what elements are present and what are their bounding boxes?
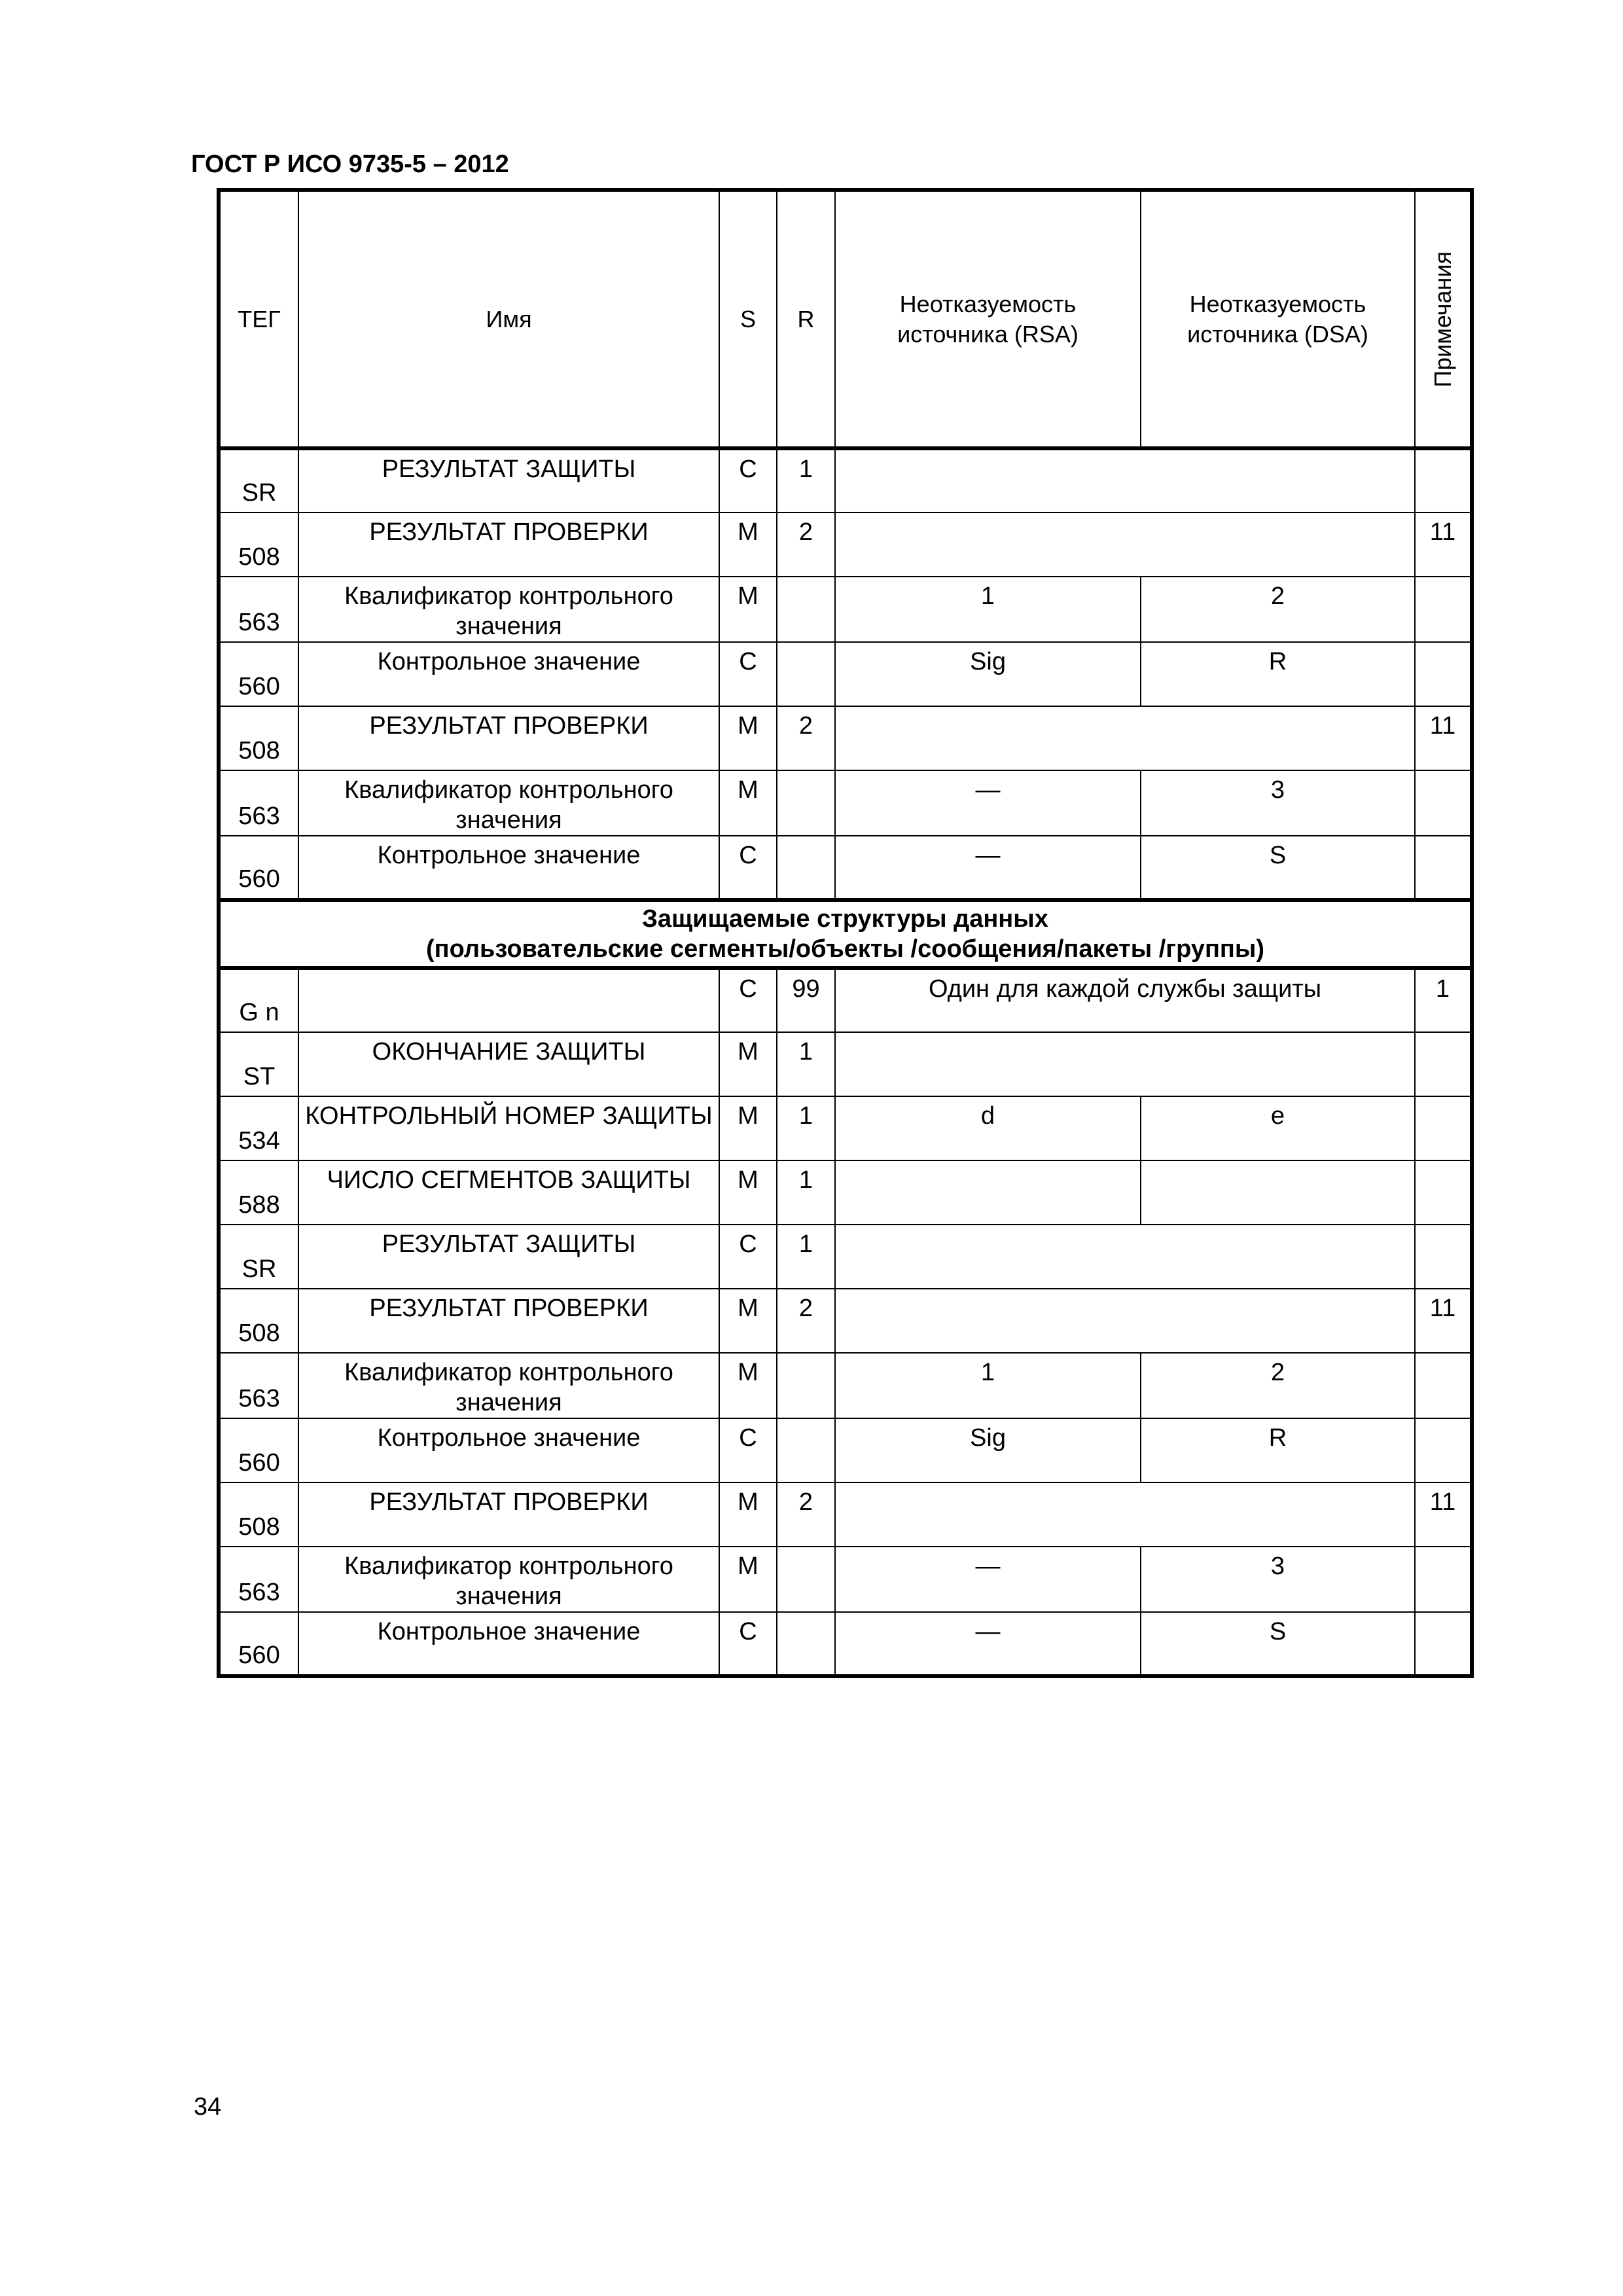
cell-dsa: R xyxy=(1141,1418,1415,1482)
cell-notes xyxy=(1415,1612,1472,1676)
cell-tag: 588 xyxy=(219,1160,298,1225)
header-dsa: Неотказуемость источника (DSA) xyxy=(1141,190,1415,448)
cell-notes xyxy=(1415,836,1472,900)
cell-notes: 1 xyxy=(1415,968,1472,1032)
table-row xyxy=(219,577,1472,642)
section-header-cell xyxy=(219,900,1472,968)
cell-merged-value: Один для каждой службы защиты xyxy=(835,968,1415,1032)
table-row xyxy=(219,448,1472,512)
table-header-row xyxy=(219,190,1472,448)
cell-tag: 508 xyxy=(219,706,298,770)
cell-merged-value xyxy=(835,448,1415,512)
cell-s: M xyxy=(719,1482,777,1547)
cell-notes: 11 xyxy=(1415,512,1472,577)
cell-s: M xyxy=(719,706,777,770)
cell-tag: 534 xyxy=(219,1096,298,1160)
section-subtitle: (пользовательские сегменты/объекты /сообщения/пакеты /группы) xyxy=(426,935,1264,963)
cell-name: Квалификатор контрольного значения xyxy=(298,1353,719,1418)
cell-notes xyxy=(1415,770,1472,836)
cell-name: Квалификатор контрольного значения xyxy=(298,577,719,642)
table-row xyxy=(219,968,1472,1032)
cell-tag: G n xyxy=(219,968,298,1032)
cell-s: M xyxy=(719,1160,777,1225)
cell-s: M xyxy=(719,770,777,836)
table-row xyxy=(219,1482,1472,1547)
cell-notes xyxy=(1415,1418,1472,1482)
cell-tag: 563 xyxy=(219,1353,298,1418)
cell-tag: 508 xyxy=(219,1482,298,1547)
document-title: ГОСТ Р ИСО 9735-5 – 2012 xyxy=(191,151,509,178)
cell-r: 99 xyxy=(777,968,835,1032)
cell-merged-value xyxy=(835,512,1415,577)
cell-notes xyxy=(1415,448,1472,512)
header-rsa: Неотказуемость источника (RSA) xyxy=(835,190,1141,448)
cell-notes xyxy=(1415,1032,1472,1096)
page-number: 34 xyxy=(194,2093,222,2121)
cell-notes: 11 xyxy=(1415,706,1472,770)
header-s: S xyxy=(719,190,777,448)
cell-rsa: 1 xyxy=(835,1353,1141,1418)
cell-r xyxy=(777,1612,835,1676)
cell-merged-value xyxy=(835,1225,1415,1289)
cell-r xyxy=(777,577,835,642)
cell-name: РЕЗУЛЬТАТ ЗАЩИТЫ xyxy=(298,1225,719,1289)
cell-name: Контрольное значение xyxy=(298,1612,719,1676)
cell-tag: 560 xyxy=(219,1418,298,1482)
header-notes-label: Примечания xyxy=(1429,251,1456,387)
cell-s: M xyxy=(719,1353,777,1418)
cell-name: Контрольное значение xyxy=(298,836,719,900)
cell-name: КОНТРОЛЬНЫЙ НОМЕР ЗАЩИТЫ xyxy=(298,1096,719,1160)
cell-tag: 560 xyxy=(219,642,298,706)
cell-s: C xyxy=(719,1612,777,1676)
cell-notes xyxy=(1415,1096,1472,1160)
table-row xyxy=(219,642,1472,706)
cell-name: ОКОНЧАНИЕ ЗАЩИТЫ xyxy=(298,1032,719,1096)
table-row xyxy=(219,1160,1472,1225)
section-title: Защищаемые структуры данных xyxy=(642,905,1048,933)
cell-dsa xyxy=(1141,1160,1415,1225)
cell-name: Контрольное значение xyxy=(298,1418,719,1482)
cell-s: C xyxy=(719,968,777,1032)
header-tag: ТЕГ xyxy=(219,190,298,448)
table-row xyxy=(219,1418,1472,1482)
cell-s: M xyxy=(719,1289,777,1353)
cell-notes xyxy=(1415,1160,1472,1225)
cell-r: 1 xyxy=(777,448,835,512)
cell-notes xyxy=(1415,1547,1472,1612)
cell-notes xyxy=(1415,642,1472,706)
cell-name: Квалификатор контрольного значения xyxy=(298,770,719,836)
cell-r: 2 xyxy=(777,512,835,577)
cell-s: C xyxy=(719,1418,777,1482)
cell-s: C xyxy=(719,448,777,512)
cell-r xyxy=(777,836,835,900)
cell-notes: 11 xyxy=(1415,1289,1472,1353)
cell-rsa: — xyxy=(835,1612,1141,1676)
cell-rsa: — xyxy=(835,836,1141,900)
cell-name: РЕЗУЛЬТАТ ПРОВЕРКИ xyxy=(298,1482,719,1547)
cell-tag: SR xyxy=(219,1225,298,1289)
cell-s: C xyxy=(719,836,777,900)
header-name: Имя xyxy=(298,190,719,448)
cell-name: РЕЗУЛЬТАТ ПРОВЕРКИ xyxy=(298,1289,719,1353)
cell-rsa: — xyxy=(835,1547,1141,1612)
cell-merged-value xyxy=(835,1482,1415,1547)
cell-dsa: 3 xyxy=(1141,770,1415,836)
table-row xyxy=(219,1353,1472,1418)
cell-notes: 11 xyxy=(1415,1482,1472,1547)
table-row xyxy=(219,1547,1472,1612)
table-row xyxy=(219,1612,1472,1676)
cell-r: 1 xyxy=(777,1160,835,1225)
cell-name: ЧИСЛО СЕГМЕНТОВ ЗАЩИТЫ xyxy=(298,1160,719,1225)
cell-dsa: 2 xyxy=(1141,1353,1415,1418)
cell-rsa: Sig xyxy=(835,1418,1141,1482)
table-row xyxy=(219,1225,1472,1289)
cell-name xyxy=(298,968,719,1032)
cell-r: 1 xyxy=(777,1096,835,1160)
cell-rsa: — xyxy=(835,770,1141,836)
cell-merged-value xyxy=(835,706,1415,770)
cell-name: Контрольное значение xyxy=(298,642,719,706)
cell-notes xyxy=(1415,1225,1472,1289)
cell-tag: 508 xyxy=(219,512,298,577)
table-row xyxy=(219,770,1472,836)
cell-s: M xyxy=(719,577,777,642)
cell-tag: SR xyxy=(219,448,298,512)
cell-r xyxy=(777,642,835,706)
cell-r: 2 xyxy=(777,706,835,770)
cell-dsa: 2 xyxy=(1141,577,1415,642)
segment-table xyxy=(217,188,1474,1678)
cell-dsa: S xyxy=(1141,1612,1415,1676)
cell-tag: 563 xyxy=(219,770,298,836)
cell-rsa xyxy=(835,1160,1141,1225)
cell-tag: 563 xyxy=(219,577,298,642)
cell-name: РЕЗУЛЬТАТ ПРОВЕРКИ xyxy=(298,706,719,770)
table-row xyxy=(219,836,1472,900)
cell-dsa: S xyxy=(1141,836,1415,900)
cell-tag: 563 xyxy=(219,1547,298,1612)
table-row xyxy=(219,706,1472,770)
cell-rsa: Sig xyxy=(835,642,1141,706)
cell-s: M xyxy=(719,512,777,577)
cell-dsa: 3 xyxy=(1141,1547,1415,1612)
header-notes xyxy=(1415,190,1472,448)
cell-name: РЕЗУЛЬТАТ ПРОВЕРКИ xyxy=(298,512,719,577)
cell-s: M xyxy=(719,1032,777,1096)
cell-tag: 508 xyxy=(219,1289,298,1353)
cell-merged-value xyxy=(835,1289,1415,1353)
cell-r: 1 xyxy=(777,1225,835,1289)
cell-r: 2 xyxy=(777,1482,835,1547)
cell-r xyxy=(777,1418,835,1482)
cell-s: M xyxy=(719,1547,777,1612)
cell-r xyxy=(777,1353,835,1418)
section-header-row xyxy=(219,900,1472,968)
cell-dsa: e xyxy=(1141,1096,1415,1160)
cell-tag: 560 xyxy=(219,1612,298,1676)
cell-r: 2 xyxy=(777,1289,835,1353)
cell-dsa: R xyxy=(1141,642,1415,706)
cell-s: C xyxy=(719,642,777,706)
table-row xyxy=(219,512,1472,577)
cell-r xyxy=(777,1547,835,1612)
cell-tag: 560 xyxy=(219,836,298,900)
table-row xyxy=(219,1032,1472,1096)
cell-tag: ST xyxy=(219,1032,298,1096)
cell-notes xyxy=(1415,577,1472,642)
cell-rsa: 1 xyxy=(835,577,1141,642)
header-r: R xyxy=(777,190,835,448)
cell-notes xyxy=(1415,1353,1472,1418)
cell-name: Квалификатор контрольного значения xyxy=(298,1547,719,1612)
cell-r: 1 xyxy=(777,1032,835,1096)
table-row xyxy=(219,1289,1472,1353)
cell-rsa: d xyxy=(835,1096,1141,1160)
cell-s: M xyxy=(719,1096,777,1160)
table-row xyxy=(219,1096,1472,1160)
cell-name: РЕЗУЛЬТАТ ЗАЩИТЫ xyxy=(298,448,719,512)
cell-merged-value xyxy=(835,1032,1415,1096)
cell-r xyxy=(777,770,835,836)
cell-s: C xyxy=(719,1225,777,1289)
